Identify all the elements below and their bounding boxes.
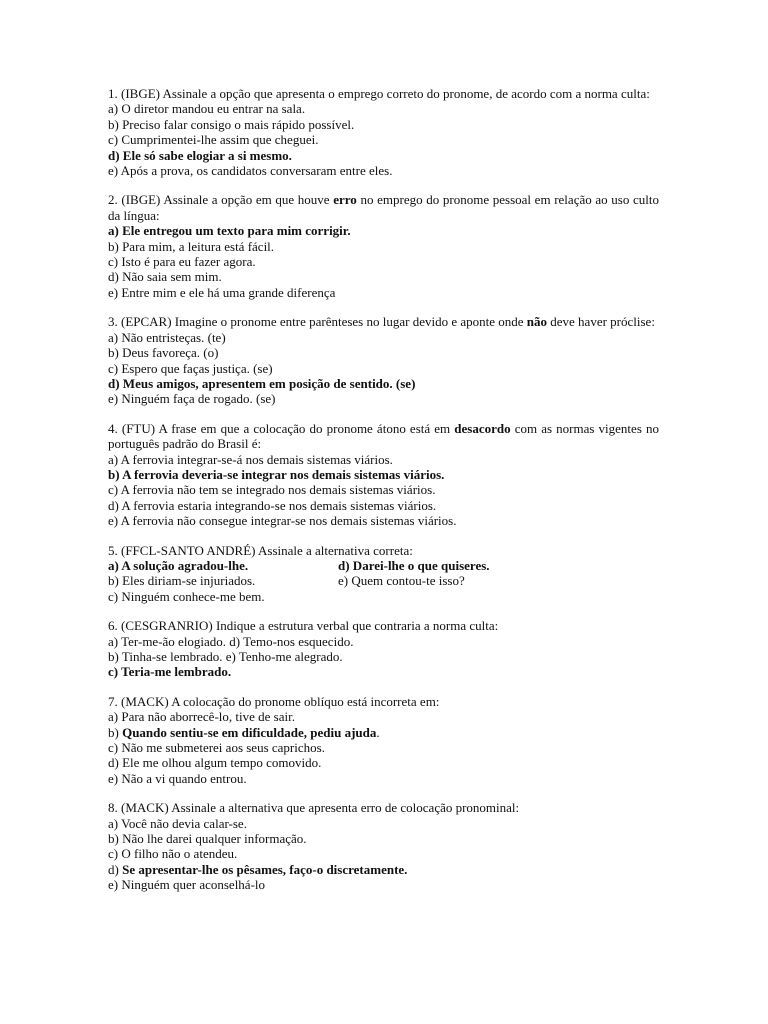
option-d: d) A ferrovia estaria integrando-se nos demais sistemas viários.	[108, 497, 437, 513]
question-stem: 5. (FFCL-SANTO ANDRÉ) Assinale a alternativa correta:	[108, 542, 413, 558]
option-c-answer: c) Teria-me lembrado.	[108, 664, 232, 680]
question-stem	[108, 192, 659, 223]
option-letter: d)	[108, 861, 123, 877]
option-b: b) Eles diriam-se injuriados.	[108, 573, 256, 589]
option-b-answer: b) A ferrovia deveria-se integrar nos demais sistemas viários.	[108, 466, 445, 482]
option-e: e) Quem contou-te isso?	[338, 573, 465, 589]
question-stem: 8. (MACK) Assinale a alternativa que apresenta erro de colocação pronominal:	[108, 800, 520, 816]
question-1	[108, 86, 659, 178]
option-a: a) Para não aborrecê-lo, tive de sair.	[108, 709, 295, 725]
option-e: e) A ferrovia não consegue integrar-se nos demais sistemas viários.	[108, 513, 457, 529]
options-row	[108, 558, 659, 573]
question-7	[108, 694, 659, 786]
option-e: e) Não a vi quando entrou.	[108, 770, 247, 786]
question-5	[108, 543, 659, 605]
question-2	[108, 192, 659, 300]
question-stem	[108, 421, 659, 452]
option-b-e: b) Tinha-se lembrado. e) Tenho-me alegrado.	[108, 649, 343, 664]
stem-emphasis: erro	[333, 192, 357, 208]
question-8	[108, 800, 659, 892]
option-a: a) Você não devia calar-se.	[108, 815, 247, 831]
option-d-answer: d) Darei-lhe o que quiseres.	[338, 557, 490, 573]
document-page	[108, 86, 659, 907]
question-3	[108, 314, 659, 406]
option-c: c) Cumprimentei-lhe assim que cheguei.	[108, 132, 319, 148]
question-stem: 6. (CESGRANRIO) Indique a estrutura verbal que contraria a norma culta:	[108, 618, 499, 634]
stem-text: 3. (EPCAR) Imagine o pronome entre parênteses no lugar devido e aponte onde	[108, 314, 527, 330]
option-b: b) Para mim, a leitura está fácil.	[108, 238, 275, 254]
stem-emphasis: não	[526, 314, 548, 330]
option-c: c) A ferrovia não tem se integrado nos demais sistemas viários.	[108, 482, 436, 498]
option-c: c) O filho não o atendeu.	[108, 846, 238, 862]
option-c: c) Ninguém conhece-me bem.	[108, 588, 265, 604]
stem-text: 4. (FTU) A frase em que a colocação do pronome átono está em	[108, 420, 455, 436]
stem-text: deve haver próclise:	[547, 314, 655, 330]
option-e: e) Entre mim e ele há uma grande diferença	[108, 284, 336, 300]
option-b: b) Deus favoreça. (o)	[108, 345, 219, 361]
option-e: e) Ninguém faça de rogado. (se)	[108, 391, 276, 407]
option-c: c) Isto é para eu fazer agora.	[108, 254, 256, 270]
option-b-answer	[108, 725, 659, 740]
option-a-d: a) Ter-me-ão elogiado. d) Temo-nos esquecido.	[108, 633, 354, 649]
option-a: a) O diretor mandou eu entrar na sala.	[108, 101, 306, 117]
stem-text: no emprego do pronome pessoal em relação ao uso culto da língua:	[108, 192, 660, 223]
option-a: a) Não entristeças. (te)	[108, 329, 226, 345]
option-tail: .	[376, 724, 380, 740]
option-d-answer: d) Ele só sabe elogiar a si mesmo.	[108, 147, 292, 163]
option-letter: b)	[108, 724, 123, 740]
question-stem: 1. (IBGE) Assinale a opção que apresenta o emprego correto do pronome, de acordo com a norma culta:	[108, 86, 650, 101]
option-b: b) Não lhe darei qualquer informação.	[108, 831, 307, 847]
option-a-answer: a) Ele entregou um texto para mim corrigir.	[108, 223, 351, 239]
option-e: e) Ninguém quer aconselhá-lo	[108, 877, 266, 893]
stem-text: 2. (IBGE) Assinale a opção em que houve	[108, 192, 334, 208]
question-4	[108, 421, 659, 529]
option-a-answer: a) A solução agradou-lhe.	[108, 557, 249, 573]
option-d: d) Não saia sem mim.	[108, 269, 222, 285]
question-stem	[108, 314, 659, 329]
question-6	[108, 618, 659, 680]
option-e: e) Após a prova, os candidatos conversaram entre eles.	[108, 163, 393, 179]
options-row	[108, 573, 659, 588]
option-d-answer: d) Meus amigos, apresentem em posição de sentido. (se)	[108, 375, 416, 391]
option-b: b) Preciso falar consigo o mais rápido possível.	[108, 116, 355, 132]
option-text: Se apresentar-lhe os pêsames, faço-o discretamente.	[122, 861, 408, 877]
option-c: c) Não me submeterei aos seus caprichos.	[108, 740, 325, 756]
option-a: a) A ferrovia integrar-se-á nos demais sistemas viários.	[108, 451, 393, 467]
option-d-answer	[108, 862, 659, 877]
question-stem: 7. (MACK) A colocação do pronome oblíquo está incorreta em:	[108, 693, 440, 709]
option-d: d) Ele me olhou algum tempo comovido.	[108, 755, 322, 771]
stem-text: com as normas vigentes no português padrão do Brasil é:	[108, 420, 659, 452]
option-text: Quando sentiu-se em dificuldade, pediu ajuda	[122, 724, 377, 740]
stem-emphasis: desacordo	[454, 420, 511, 436]
option-c: c) Espero que faças justiça. (se)	[108, 360, 273, 376]
